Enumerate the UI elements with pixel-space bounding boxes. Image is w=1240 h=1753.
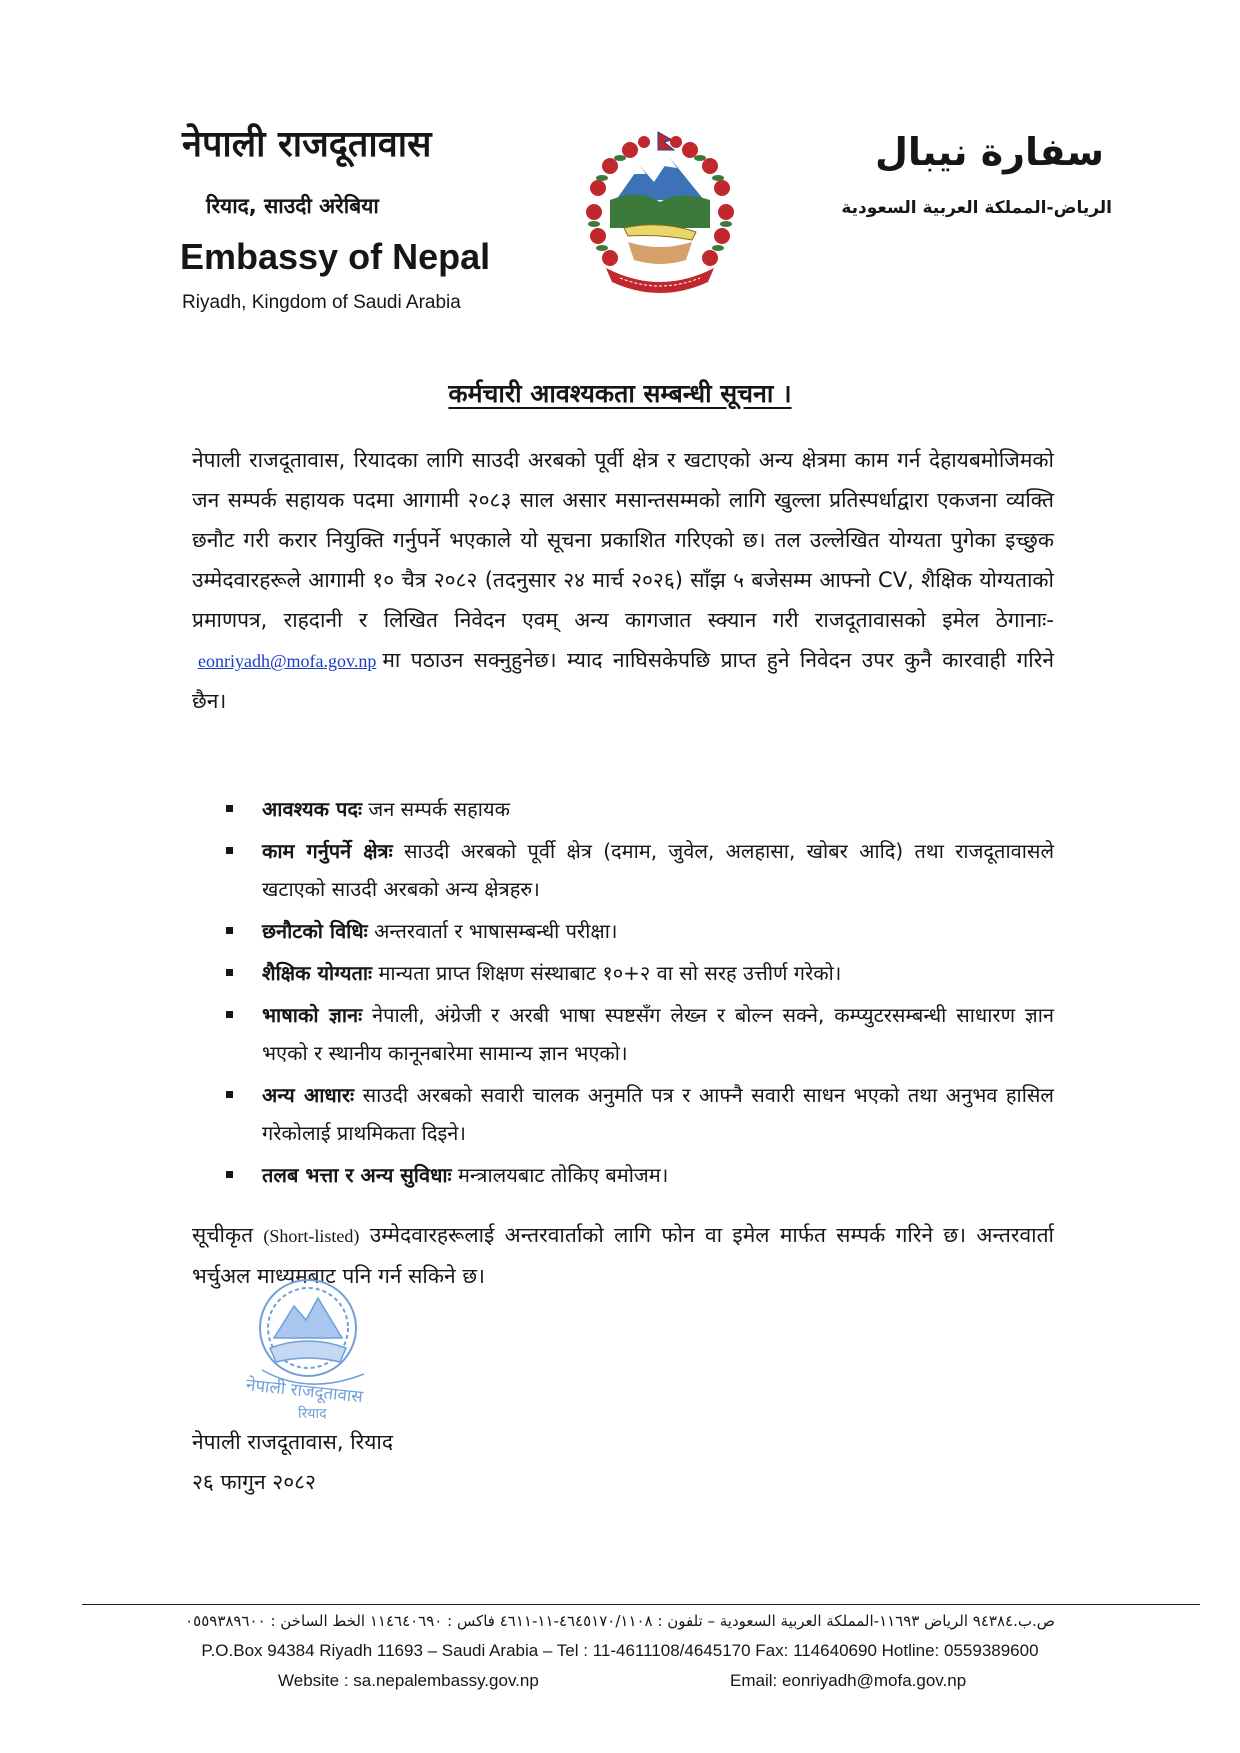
requirement-value: जन सम्पर्क सहायक bbox=[368, 797, 510, 821]
requirement-value: साउदी अरबको पूर्वी क्षेत्र (दमाम, जुवेल, अलहासा, खोबर आदि) तथा राजदूतावासले खटाएको साउदी अरबको अन्य क्षेत्रहरु। bbox=[262, 839, 1054, 901]
requirement-label: भाषाको ज्ञानः bbox=[262, 1003, 363, 1027]
requirement-label: काम गर्नुपर्ने क्षेत्रः bbox=[262, 839, 393, 863]
list-item bbox=[224, 912, 1054, 950]
requirements-list bbox=[224, 790, 1054, 1198]
stamp-text: नेपाली राजदूतावास bbox=[245, 1375, 364, 1408]
paragraph-text-continued: उम्मेदवारहरूलाई अन्तरवार्ताको लागि फोन वा इमेल मार्फत सम्पर्क गरिने छ। अन्तरवार्ता भर्चुअल माध्यमबाट पनि गर्न सकिने छ। bbox=[192, 1223, 1054, 1288]
list-item bbox=[224, 832, 1054, 908]
nepal-national-emblem-icon bbox=[580, 128, 740, 298]
issuer-name: नेपाली राजदूतावास, रियाद bbox=[192, 1430, 394, 1454]
requirement-label: अन्य आधारः bbox=[262, 1083, 355, 1107]
footer-email-link[interactable]: Email: eonriyadh@mofa.gov.np bbox=[730, 1671, 967, 1690]
footer-website-link[interactable]: Website : sa.nepalembassy.gov.np bbox=[278, 1671, 539, 1690]
paragraph-text: सूचीकृत bbox=[192, 1223, 254, 1247]
requirement-label: शैक्षिक योग्यताः bbox=[262, 961, 373, 985]
short-listed-note: (Short-listed) bbox=[263, 1226, 360, 1246]
embassy-name-arabic: سفارة نيبال bbox=[874, 130, 1104, 174]
stamp-location-text: रियाद bbox=[298, 1406, 327, 1420]
requirement-value: अन्तरवार्ता र भाषासम्बन्धी परीक्षा। bbox=[374, 919, 618, 943]
embassy-name-nepali: नेपाली राजदूतावास bbox=[182, 124, 432, 165]
embassy-seal-stamp-icon bbox=[240, 1270, 410, 1420]
notice-title: कर्मचारी आवश्यकता सम्बन्धी सूचना । bbox=[448, 379, 792, 408]
requirement-value: मन्त्रालयबाट तोकिए बमोजम। bbox=[457, 1163, 669, 1187]
requirement-value: मान्यता प्राप्त शिक्षण संस्थाबाट १०+२ वा सो सरह उत्तीर्ण गरेको। bbox=[378, 961, 842, 985]
footer-divider bbox=[82, 1604, 1200, 1605]
footer-address-arabic: ص.ب.٩٤٣٨٤ الرياض ١١٦٩٣-المملكة العربية السعودية – تلفون : ٤٦٤٥١٧٠/١١٠٨-١١-٤٦١١ فاكس : ١١٤٦٤٠٦٩٠ الخط الساخن : ٠٥٥٩٣٨٩٦٠٠ bbox=[185, 1612, 1055, 1630]
list-item bbox=[224, 954, 1054, 992]
embassy-email-link[interactable]: eonriyadh@mofa.gov.np bbox=[198, 651, 377, 671]
requirement-label: आवश्यक पदः bbox=[262, 797, 363, 821]
list-item bbox=[224, 996, 1054, 1072]
list-item bbox=[224, 790, 1054, 828]
embassy-location-english: Riyadh, Kingdom of Saudi Arabia bbox=[182, 292, 461, 313]
requirement-value: साउदी अरबको सवारी चालक अनुमति पत्र र आफ्नै सवारी साधन भएको तथा अनुभव हासिल गरेकोलाई प्राथमिकता दिइने। bbox=[262, 1083, 1054, 1145]
paragraph-text-continued: मा पठाउन सक्नुहुनेछ। म्याद नाघिसकेपछि प्राप्त हुने निवेदन उपर कुनै कारवाही गरिने छैन। bbox=[192, 648, 1054, 713]
list-item bbox=[224, 1076, 1054, 1152]
requirement-label: छनौटको विधिः bbox=[262, 919, 368, 943]
embassy-location-nepali: रियाद, साउदी अरेबिया bbox=[206, 194, 379, 218]
list-item bbox=[224, 1156, 1054, 1194]
footer-address-english: P.O.Box 94384 Riyadh 11693 – Saudi Arabia – Tel : 11-4611108/4645170 Fax: 114640690 Hotline: 0559389600 bbox=[201, 1641, 1039, 1660]
embassy-location-arabic: الرياض-المملكة العربية السعودية bbox=[841, 198, 1112, 218]
requirement-value: नेपाली, अंग्रेजी र अरबी भाषा स्पष्टसँग लेख्न र बोल्न सक्ने, कम्प्युटरसम्बन्धी साधारण ज्ञान भएको र स्थानीय कानूनबारेमा सामान्य ज्ञान भएको। bbox=[262, 1003, 1055, 1065]
embassy-name-english: Embassy of Nepal bbox=[180, 236, 491, 277]
requirement-label: तलब भत्ता र अन्य सुविधाः bbox=[262, 1163, 452, 1187]
paragraph-text: नेपाली राजदूतावास, रियादका लागि साउदी अरबको पूर्वी क्षेत्र र खटाएको अन्य क्षेत्रमा काम गर्न देहायबमोजिमको जन सम्पर्क सहायक पदमा आगामी २०८३ साल असार मसान्तसम्मको लागि खुल्ला प्रतिस्पर्धाद्वारा एकजना व्यक्ति छनौट गरी करार नियुक्ति गर्नुपर्ने भएकाले यो सूचना प्रकाशित गरिएको छ। तल उल्लेखित योग्यता पुगेका इच्छुक उम्मेदवारहरूले आगामी १० चैत्र २०८२ (तदनुसार २४ मार्च २०२६) साँझ ५ बजेसम्म आफ्नो CV, शैक्षिक योग्यताको प्रमाणपत्र, राहदानी र लिखित निवेदन एवम् अन्य कागजात स्क्यान गरी राजदूतावासको इमेल ठेगानाः- bbox=[192, 448, 1054, 632]
issue-date: २६ फागुन २०८२ bbox=[192, 1470, 316, 1494]
notice-paragraph bbox=[192, 440, 1054, 721]
